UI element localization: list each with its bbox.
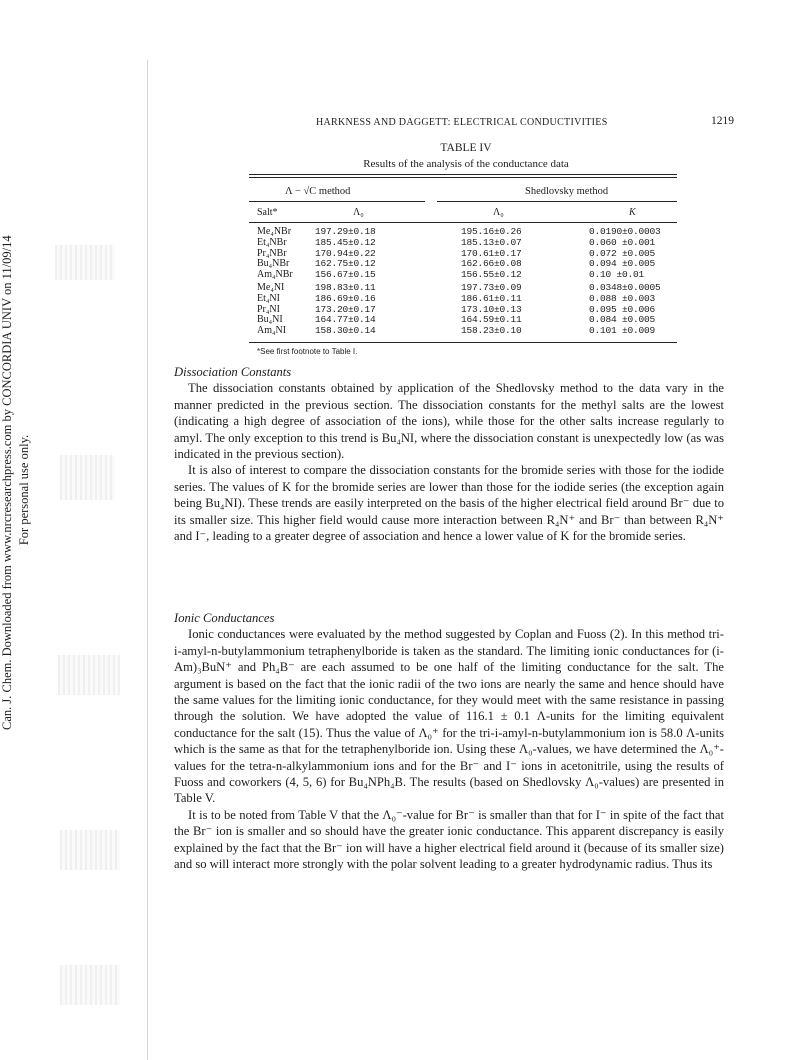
cell-salt: Pr₄NBr [257, 247, 287, 259]
scan-noise [58, 655, 120, 695]
table-footnote: *See first footnote to Table I. [257, 347, 358, 356]
cell-l0a: 173.20±0.17 [315, 303, 376, 315]
scan-noise [60, 455, 115, 500]
cell-l0a: 186.69±0.16 [315, 292, 376, 304]
scan-noise [60, 830, 120, 870]
table-top-rule [249, 174, 677, 175]
cell-l0b: 186.61±0.11 [461, 292, 522, 304]
group-header-lambda-method: Λ − √C method [285, 186, 351, 197]
cell-l0b: 185.13±0.07 [461, 236, 522, 248]
cell-k: 0.0348±0.0005 [589, 282, 661, 293]
cell-l0a: 164.77±0.14 [315, 314, 376, 326]
cell-l0b: 195.16±0.26 [461, 226, 522, 237]
cell-l0b: 156.55±0.12 [461, 269, 522, 281]
paragraph: It is to be noted from Table V that the Λ₀⁻-value for Br⁻ is smaller than that for I⁻ in spite of the fact that the Br⁻ ion is smaller and so should have the greater ionic conductance. This apparent discrepancy is easily explained by the fact that the Br⁻ ion will have a higher electrical field around it (because of its smaller size) and so will interact more strongly with the polar solvent leading to a greater hydrodynamic radius. Thus its [174, 807, 724, 872]
page-number: 1219 [711, 115, 734, 127]
section-heading: Dissociation Constants [174, 365, 292, 379]
col-header-lambda0-a: Λ₀ [353, 207, 364, 218]
group-rule-left [249, 201, 425, 202]
table-top-rule [249, 177, 677, 178]
paragraph: Ionic conductances were evaluated by the method suggested by Coplan and Fuoss (2). In this method tri-i-amyl-n-butylammonium tetraphenylboride is taken as the standard. The limiting ionic conductances for (i-Am)₃BuN⁺ and Ph₄B⁻ are each assumed to be one half of the limiting conductance for the salt. The argument is based on the fact that the ionic radii of the two ions are nearly the same and hence should have the same values for the limiting ionic conductance, for they would meet with the same resistance in passing through the solution. We have adopted the value of 116.1 ± 0.1 Λ-units for the limiting equivalent conductance for the salt (15). Thus the value of Λ₀⁺ for the tri-i-amyl-n-butylammonium ion is 58.0 Λ-units which is the same as that for the tetraphenylboride ion. Using these Λ₀-values, we have determined the Λ₀⁺-values for the tetra-n-alkylammonium ions and for the Br⁻ and I⁻ ions in acetonitrile, using the results of Fuoss and coworkers (4, 5, 6) for Bu₄NPh₄B. The results (based on Shedlovsky Λ₀-values) are presented in Table V. [174, 627, 724, 806]
scan-noise [60, 965, 120, 1005]
download-sidebar [0, 235, 44, 730]
cell-salt: Bu₄NI [257, 314, 283, 326]
table-caption: TABLE IV [440, 142, 492, 154]
running-header: HARKNESS AND DAGGETT: ELECTRICAL CONDUCTIVITIES [316, 117, 608, 128]
cell-salt: Pr₄NI [257, 303, 280, 315]
cell-l0a: 198.83±0.11 [315, 282, 376, 293]
paragraph: The dissociation constants obtained by application of the Shedlovsky method to the data vary in the manner predicted in the previous section. The dissociation constants for the methyl salts are the lowest (indicating a high degree of association of the ions), while those for the other salts increase regularly to amyl. The only exception to this trend is Bu₄NI, where the dissociation constant is unexpectedly low (as was indicated in the previous section). [174, 381, 724, 462]
cell-k: 0.060 ±0.001 [589, 236, 656, 248]
cell-k: 0.088 ±0.003 [589, 292, 656, 304]
cell-l0a: 170.94±0.22 [315, 247, 376, 259]
cell-k: 0.072 ±0.005 [589, 247, 656, 259]
scan-noise [55, 245, 115, 280]
cell-k: 0.10 ±0.01 [589, 269, 645, 281]
cell-l0b: 158.23±0.10 [461, 325, 522, 337]
cell-salt: Et₄NI [257, 292, 280, 304]
table-bottom-rule [249, 342, 677, 343]
cell-salt: Am₄NBr [257, 269, 293, 281]
section-heading: Ionic Conductances [174, 611, 275, 625]
group-header-shedlovsky: Shedlovsky method [525, 186, 609, 197]
cell-salt: Me₄NBr [257, 226, 292, 237]
cell-l0a: 156.67±0.15 [315, 269, 376, 281]
cell-l0a: 197.29±0.18 [315, 226, 376, 237]
header-rule [249, 222, 677, 223]
cell-k: 0.0190±0.0003 [589, 226, 661, 237]
cell-salt: Et₄NBr [257, 236, 287, 248]
sidebar-line-source: Can. J. Chem. Downloaded from www.nrcresearchpress.com by CONCORDIA UNIV on 11/09/14 [0, 235, 14, 730]
sidebar-line-use: For personal use only. [17, 434, 31, 546]
col-header-salt: Salt* [257, 207, 278, 218]
section-dissociation [174, 364, 724, 544]
col-header-lambda0-b: Λ₀ [493, 207, 504, 218]
section-ionic [174, 610, 724, 873]
cell-l0b: 164.59±0.11 [461, 314, 522, 326]
margin-rule [147, 60, 148, 1060]
cell-salt: Am₄NI [257, 325, 287, 337]
cell-l0b: 170.61±0.17 [461, 247, 522, 259]
cell-l0b: 162.66±0.08 [461, 258, 522, 270]
cell-l0a: 162.75±0.12 [315, 258, 376, 270]
cell-l0b: 173.10±0.13 [461, 303, 522, 315]
table-subtitle: Results of the analysis of the conductance data [363, 158, 569, 170]
cell-l0a: 185.45±0.12 [315, 236, 376, 248]
cell-k: 0.084 ±0.005 [589, 314, 656, 326]
cell-salt: Bu₄NBr [257, 258, 290, 270]
cell-l0b: 197.73±0.09 [461, 282, 522, 293]
cell-k: 0.094 ±0.005 [589, 258, 656, 270]
cell-salt: Me₄NI [257, 282, 285, 293]
col-header-k: K [629, 207, 636, 218]
cell-k: 0.095 ±0.006 [589, 303, 656, 315]
paragraph: It is also of interest to compare the dissociation constants for the bromide series with those for the iodide series. The values of K for the bromide series are lower than those for the iodide series (the exception again being Bu₄NI). These trends are easily interpreted on the basis of the higher electrical field around Br⁻ due to its smaller size. This higher field would cause more interaction between R₄N⁺ and Br⁻ than between R₄N⁺ and I⁻, leading to a greater degree of association and hence a lower value of K for the bromide series. [174, 463, 724, 544]
group-rule-right [437, 201, 677, 202]
cell-l0a: 158.30±0.14 [315, 325, 376, 337]
cell-k: 0.101 ±0.009 [589, 325, 656, 337]
